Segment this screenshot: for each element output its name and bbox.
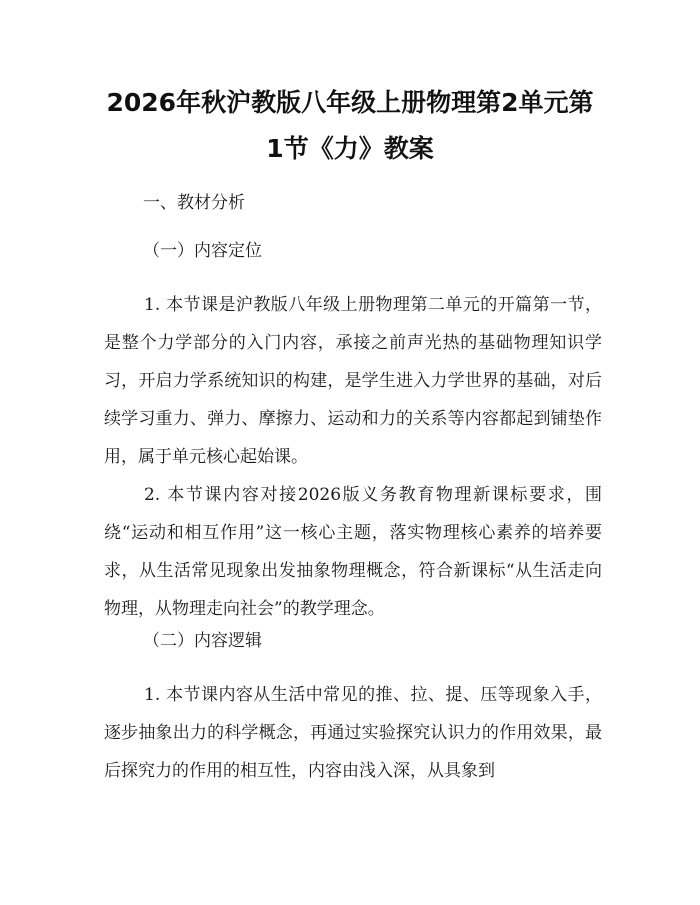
paragraph-3: 1. 本节课内容从生活中常见的推、拉、提、压等现象入手，逐步抽象出力的科学概念，再通过实验探究认识力的作用效果，最后探究力的作用的相互性，内容由浅入深，从具象到 bbox=[104, 685, 602, 781]
document-title-line-1: 2026年秋沪教版八年级上册物理第2单元第 bbox=[106, 88, 594, 117]
subsection-heading-content-logic: （二）内容逻辑 bbox=[143, 631, 262, 651]
subsection-heading-content-positioning: （一）内容定位 bbox=[143, 241, 262, 261]
section-heading-textbook-analysis: 一、教材分析 bbox=[143, 193, 245, 213]
paragraph-2: 2. 本节课内容对接2026版义务教育物理新课标要求，围绕“运动和相互作用”这一核心主题，落实物理核心素养的培养要求，从生活常见现象出发抽象物理概念，符合新课标“从生活走向物理，从物理走向社会”的教学理念。 bbox=[104, 485, 602, 619]
paragraph-1: 1. 本节课是沪教版八年级上册物理第二单元的开篇第一节，是整个力学部分的入门内容，承接之前声光热的基础物理知识学习，开启力学系统知识的构建，是学生进入力学世界的基础，对后续学习重力、弹力、摩擦力、运动和力的关系等内容都起到铺垫作用，属于单元核心起始课。 bbox=[104, 295, 602, 467]
document-title-line-2: 1节《力》教案 bbox=[266, 134, 434, 163]
